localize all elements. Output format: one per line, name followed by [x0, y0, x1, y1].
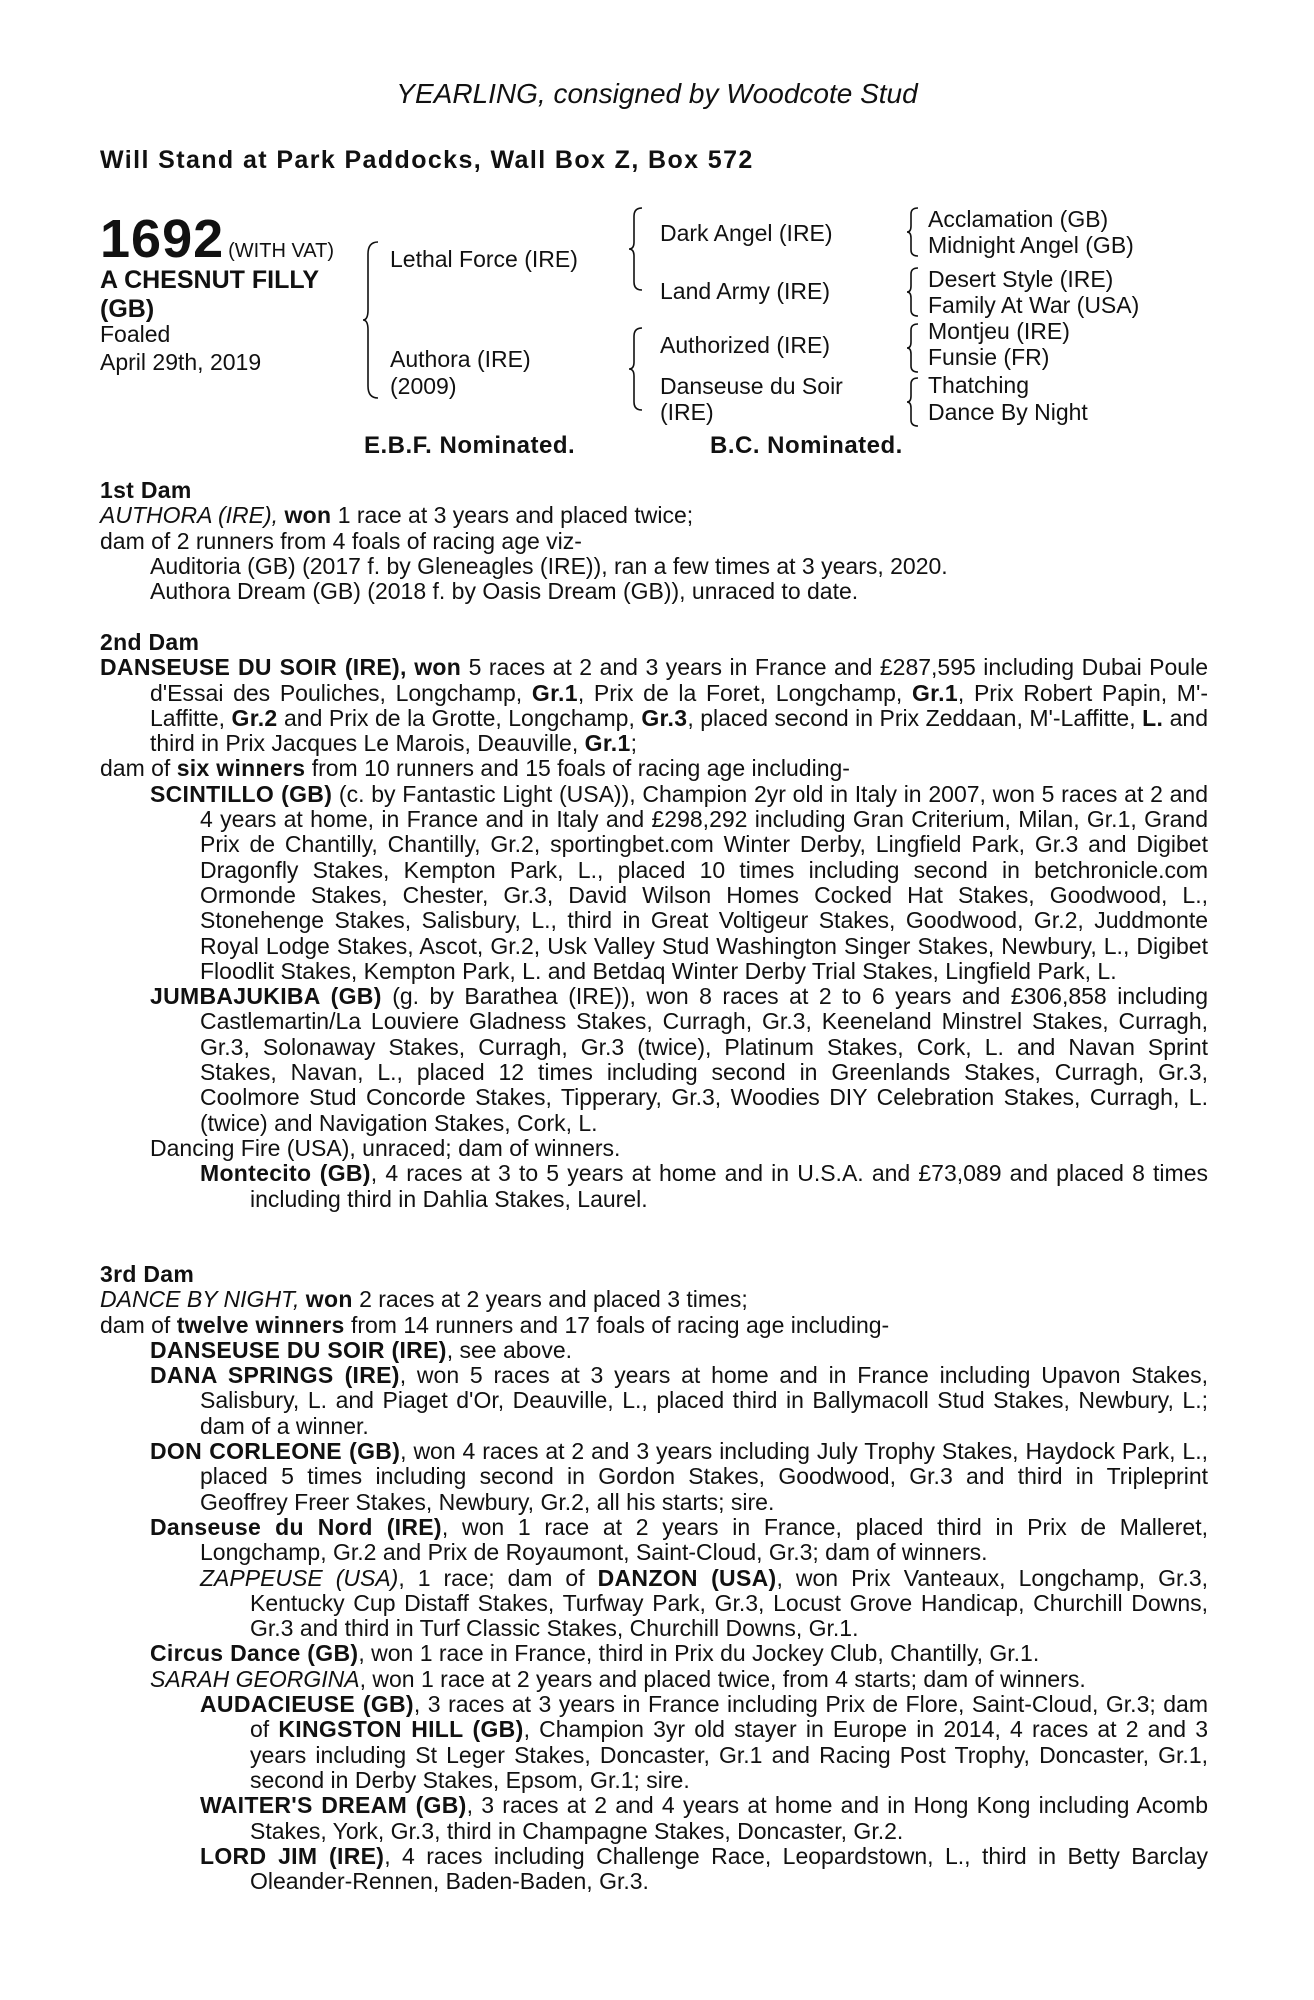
- produce-dana-springs: [100, 1363, 1208, 1439]
- horse-name: KINGSTON HILL (GB): [278, 1716, 524, 1743]
- winners-count: twelve winners: [176, 1311, 345, 1338]
- horse-record: , won 1 race at 2 years in France, placed third in Prix de Malleret, Longchamp, Gr.2 and Prix de Royaumont, Saint-Cloud, Gr.3; dam of winners.: [200, 1513, 1208, 1566]
- sire-dam: Land Army (IRE): [660, 278, 830, 304]
- horse-name: Montecito (GB): [200, 1160, 371, 1187]
- produce-jumbajukiba: [100, 984, 1208, 1136]
- third-dam-name: DANCE BY NIGHT,: [100, 1286, 300, 1313]
- horse-name: DON CORLEONE (GB): [150, 1438, 401, 1465]
- bc-nomination: B.C. Nominated.: [710, 432, 903, 459]
- dam-dam-line2: (IRE): [660, 399, 714, 425]
- produce-lord-jim: [100, 1844, 1208, 1895]
- produce-text: dam of: [100, 1311, 171, 1338]
- won-label: won: [414, 654, 462, 681]
- horse-name: Circus Dance (GB): [150, 1640, 359, 1667]
- ebf-nomination: E.B.F. Nominated.: [364, 432, 576, 459]
- ss-sire: Acclamation (GB): [928, 206, 1109, 232]
- brace-ss: [906, 206, 922, 258]
- produce-text: from 10 runners and 15 foals of racing age including-: [311, 755, 850, 782]
- produce-scintillo: [100, 782, 1208, 984]
- third-dam-produce: [100, 1313, 1208, 1338]
- grade: Gr.2: [231, 704, 278, 731]
- produce-circus-dance: [100, 1641, 1208, 1666]
- produce-danseuse: [100, 1338, 1208, 1363]
- record-text: and Prix de la Grotte, Longchamp,: [284, 704, 635, 731]
- consignor-line: YEARLING, consigned by Woodcote Stud: [396, 78, 918, 109]
- horse-name: ZAPPEUSE (USA): [200, 1564, 399, 1591]
- horse-record: , Champion 3yr old stayer in Europe in 2014, 4 races at 2 and 3 years including St Leger Stakes, Doncaster, Gr.1 and Racing Post Trophy, Doncaster, Gr.1, second in Derby Stakes, Epsom, Gr.1; sire.: [250, 1716, 1209, 1793]
- ds-dam: Funsie (FR): [928, 344, 1050, 370]
- first-dam-heading: 1st Dam: [100, 477, 192, 503]
- ds-sire: Montjeu (IRE): [928, 318, 1070, 344]
- won-label: won: [305, 1286, 353, 1313]
- horse-record: , won Prix Vanteaux, Longchamp, Gr.3, Kentucky Cup Distaff Stakes, Turfway Park, Gr.3, Locust Grove Handicap, Churchill Downs, Gr.3 and third in Turf Classic Stakes, Churchill Downs, Gr.1.: [250, 1564, 1209, 1642]
- horse-name: DANZON (USA): [597, 1564, 777, 1591]
- horse-name: WAITER'S DREAM (GB): [200, 1792, 467, 1819]
- horse-name: DANA SPRINGS (IRE): [150, 1362, 400, 1389]
- record-text: and third in Prix Jacques Le Marois, Deauville,: [150, 704, 1209, 757]
- first-dam-name: AUTHORA (IRE),: [100, 502, 279, 529]
- sire-sire: Dark Angel (IRE): [660, 220, 833, 246]
- second-dam-record: [100, 655, 1208, 756]
- record-text: ;: [630, 730, 637, 757]
- brace-dam: [628, 326, 646, 412]
- horse-record: , 1 race; dam of: [398, 1564, 585, 1591]
- dd-sire: Thatching: [928, 372, 1030, 398]
- dd-dam: Dance By Night: [928, 399, 1088, 425]
- horse-record: , won 4 races at 2 and 3 years including July Trophy Stakes, Haydock Park, L., placed 5 times including second in Gordon Stakes, Goodwood, Gr.3 and third in Tripleprint Geoffrey Freer Stakes, Newbury, Gr.2, all his starts; sire.: [200, 1438, 1208, 1515]
- horse-name: AUDACIEUSE (GB): [200, 1691, 414, 1718]
- first-dam-record: 1 race at 3 years and placed twice;: [337, 502, 694, 529]
- third-dam-record: [100, 1287, 1208, 1312]
- sd-dam: Family At War (USA): [928, 292, 1140, 318]
- produce-text: from 14 runners and 17 foals of racing age including-: [350, 1311, 890, 1338]
- horse-record: (c. by Fantastic Light (USA)), Champion 2yr old in Italy in 2007, won 5 races at 2 and 4 years at home, in France and in Italy and £298,292 including Gran Criterium, Milan, Gr.1, Grand Prix de Chantilly, Chantilly, Gr.2, sportingbet.com Winter Derby, Lingfield Park, Gr.3 and Digibet Dragonfly Stakes, Kempton Park, L., placed 10 times including second in betchronicle.com Ormonde Stakes, Chester, Gr.3, David Wilson Homes Cocked Hat Stakes, Goodwood, L., Stonehenge Stakes, Salisbury, L., third in Great Voltigeur Stakes, Goodwood, Gr.2, Juddmonte Royal Lodge Stakes, Ascot, Gr.2, Usk Valley Stud Washington Singer Stakes, Newbury, L., Digibet Floodlit Stakes, Kempton Park, L. and Betdaq Winter Derby Trial Stakes, Lingfield Park, L.: [200, 780, 1209, 984]
- dam-dam-line1: Danseuse du Soir: [660, 373, 843, 399]
- produce-sarah-georgina: [100, 1667, 1208, 1692]
- second-dam-produce: [100, 756, 1208, 781]
- second-dam-section: [100, 630, 1208, 1212]
- horse-record: , 4 races including Challenge Race, Leopardstown, L., third in Betty Barclay Oleander-Rennen, Baden-Baden, Gr.3.: [250, 1842, 1208, 1895]
- horse-name: SARAH GEORGINA: [150, 1665, 360, 1692]
- produce-text: dam of: [100, 755, 171, 782]
- grade: Gr.1: [911, 679, 958, 706]
- first-dam-line2: dam of 2 runners from 4 foals of racing age viz-: [100, 527, 582, 554]
- horse-record: , won 1 race at 2 years and placed twice, from 4 starts; dam of winners.: [359, 1665, 1086, 1692]
- won-label: won: [284, 502, 332, 529]
- sire-name: Lethal Force (IRE): [390, 246, 578, 272]
- horse-record: , won 1 race in France, third in Prix du Jockey Club, Chantilly, Gr.1.: [358, 1640, 1040, 1667]
- produce-waiters-dream: [100, 1793, 1208, 1844]
- grade: L.: [1142, 704, 1164, 731]
- produce-danseuse-du-nord: [100, 1515, 1208, 1566]
- horse-name: DANSEUSE DU SOIR (IRE): [150, 1336, 447, 1363]
- horse-record: , 3 races at 3 years in France including Prix de Flore, Saint-Cloud, Gr.3; dam of: [250, 1691, 1208, 1743]
- grade: Gr.1: [584, 730, 631, 757]
- horse-name: Danseuse du Nord (IRE): [150, 1513, 442, 1540]
- horse-name: LORD JIM (IRE): [200, 1842, 385, 1869]
- stand-location: Will Stand at Park Paddocks, Wall Box Z, Box 572: [100, 146, 754, 174]
- lot-heading: [100, 208, 334, 270]
- brace-sire: [628, 206, 646, 292]
- produce-audacieuse: [100, 1692, 1208, 1793]
- grade: Gr.3: [641, 704, 688, 731]
- brace-lot: [362, 240, 382, 400]
- produce-montecito: [100, 1161, 1208, 1212]
- horse-record: , 4 races at 3 to 5 years at home and in U.S.A. and £73,089 and placed 8 times including third in Dahlia Stakes, Laurel.: [250, 1160, 1208, 1212]
- horse-name: JUMBAJUKIBA (GB): [150, 983, 382, 1010]
- record-text: , Prix Robert Papin, M'-Laffitte,: [150, 679, 1209, 731]
- horse-name: SCINTILLO (GB): [150, 780, 333, 807]
- ss-dam: Midnight Angel (GB): [928, 232, 1134, 258]
- record-text: , placed second in Prix Zeddaan, M'-Laffitte,: [687, 704, 1136, 731]
- vat-note: (WITH VAT): [228, 240, 335, 262]
- horse-record: , won 5 races at 3 years at home and in France including Upavon Stakes, Salisbury, L. and Piaget d'Or, Deauville, L., placed third in Ballymacoll Stud Stakes, Newbury, L.; dam of a winner.: [200, 1362, 1208, 1439]
- produce-dancing-fire: Dancing Fire (USA), unraced; dam of winners.: [150, 1134, 621, 1161]
- first-dam-foal-1: Auditoria (GB) (2017 f. by Gleneagles (IRE)), ran a few times at 3 years, 2020.: [150, 552, 948, 579]
- record-text: 5 races at 2 and 3 years in France and £287,595 including Dubai Poule d'Essai des Pouliches, Longchamp,: [150, 654, 1208, 706]
- dam-name: Authora (IRE): [390, 346, 531, 372]
- brace-ds: [906, 322, 922, 374]
- third-dam-heading: 3rd Dam: [100, 1261, 195, 1287]
- grade: Gr.1: [531, 679, 578, 706]
- produce-zappeuse: [100, 1566, 1208, 1642]
- first-dam-line1: [100, 503, 1208, 528]
- third-dam-section: [100, 1262, 1208, 1894]
- dam-sire: Authorized (IRE): [660, 332, 831, 358]
- foaled-label: Foaled: [100, 321, 171, 347]
- horse-record: (g. by Barathea (IRE)), won 8 races at 2 to 6 years and £306,858 including Castlemartin/La Louviere Gladness Stakes, Curragh, Gr.3, Keeneland Minstrel Stakes, Curragh, Gr.3, Solonaway Stakes, Curragh, Gr.3 (twice), Platinum Stakes, Cork, L. and Navan Sprint Stakes, Navan, L., placed 12 times including second in Greenlands Stakes, Curragh, Gr.3, Coolmore Stud Concorde Stakes, Tipperary, Gr.3, Woodies DIY Celebration Stakes, Curragh, L. (twice) and Navigation Stakes, Cork, L.: [200, 983, 1209, 1136]
- produce-don-corleone: [100, 1439, 1208, 1515]
- brace-dd: [906, 376, 922, 428]
- record-text: , Prix de la Foret, Longchamp,: [577, 679, 903, 706]
- first-dam-foal-2: Authora Dream (GB) (2018 f. by Oasis Dream (GB)), unraced to date.: [150, 578, 859, 605]
- foaled-info: [100, 320, 261, 376]
- dam-year: (2009): [390, 373, 457, 399]
- horse-record: , 3 races at 2 and 4 years at home and in Hong Kong including Acomb Stakes, York, Gr.3, third in Champagne Stakes, Doncaster, Gr.2.: [250, 1792, 1208, 1844]
- foaled-date: April 29th, 2019: [100, 349, 262, 375]
- lot-description: A CHESNUT FILLY (GB): [100, 266, 319, 323]
- lot-number: 1692: [100, 209, 225, 269]
- second-dam-name: DANSEUSE DU SOIR (IRE),: [100, 654, 407, 681]
- winners-count: six winners: [176, 755, 306, 782]
- brace-sd: [906, 266, 922, 318]
- second-dam-heading: 2nd Dam: [100, 629, 200, 655]
- horse-record: , see above.: [446, 1336, 572, 1363]
- first-dam-section: [100, 478, 1208, 604]
- sd-sire: Desert Style (IRE): [928, 266, 1114, 292]
- record-text: 2 races at 2 years and placed 3 times;: [359, 1286, 748, 1313]
